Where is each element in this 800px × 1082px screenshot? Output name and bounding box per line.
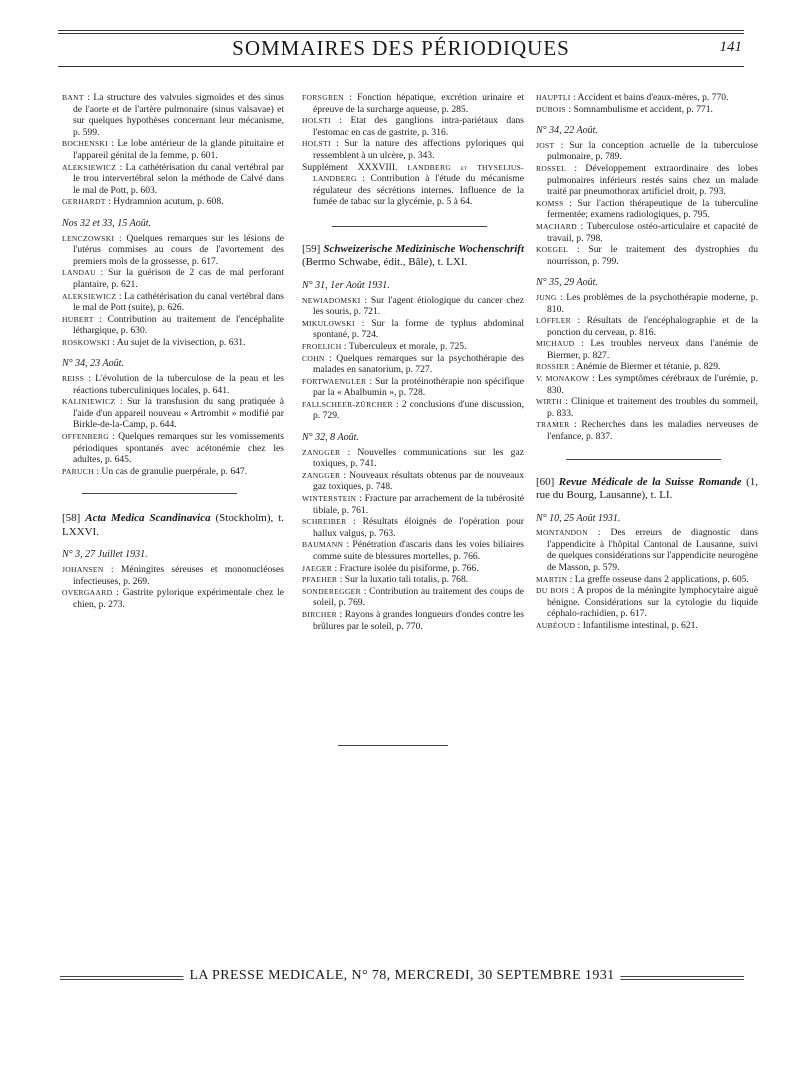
index-entry: JAEGER : Fracture isolée du pisiforme, p. 766. xyxy=(302,562,479,574)
entry-author: NEWIADOMSKI xyxy=(302,295,361,305)
index-entry: DU BOIS : A propos de la méningite lymphocytaire aiguë bénigne. Considérations sur la cytologie du liquide céphalo-rachidien, p. 617. xyxy=(536,585,758,620)
index-entry: JOHANSEN : Méningites séreuses et mononucléoses infectieuses, p. 269. xyxy=(62,564,285,587)
entry-author: SONDEREGGER xyxy=(302,586,361,596)
index-entry: HOLSTI : Etat des ganglions intra-pariétaux dans l'estomac en cas de gastrite, p. 316. xyxy=(302,115,524,138)
entry-text: Pénétration d'ascaris dans les voies biliaires comme suite de blessures mortelles, p. 766. xyxy=(313,539,524,562)
entry-text: Clinique et traitement des troubles du sommeil, p. 833. xyxy=(547,396,759,419)
entry-author: KOEGEL xyxy=(536,245,569,255)
entry-text: Sur la luxatio tali totalis, p. 768. xyxy=(344,574,469,586)
entry-text: Hydramnion acutum, p. 608. xyxy=(113,196,224,208)
index-entry: ROSSIER : Anémie de Biermer et tétanie, p. 829. xyxy=(536,361,721,373)
entry-text: L'évolution de la tuberculose de la peau et les réactions tuberculiniques locales, p. 641. xyxy=(73,373,284,396)
index-entry: BAUMANN : Pénétration d'ascaris dans les voies biliaires comme suite de blessures mortelles, p. 766. xyxy=(302,539,524,562)
index-entry: MONTANDON : Des erreurs de diagnostic dans l'appendicite à l'hôpital Cantonal de Lausanne, suivi de quelques considérations sur l'appendicite neurogène de Masson, p. 579. xyxy=(536,527,758,573)
issue-heading: N° 3, 27 Juillet 1931. xyxy=(62,549,148,561)
entry-text: Quelques remarques sur les lésions de l'utérus commises au cours de l'avortement des premiers mois de la grossesse, p. 617. xyxy=(73,232,284,267)
index-entry: PARUCH : Un cas de granulie puerpérale, p. 647. xyxy=(62,465,248,477)
entry-text: Les problèmes de la psychothérapie moderne, p. 810. xyxy=(547,291,758,315)
index-entry: LÖFFLER : Résultats de l'encéphalographie et de la ponction du cerveau, p. 816. xyxy=(536,315,758,338)
page-footer xyxy=(60,968,744,986)
entry-text: Sur la conception actuelle de la tuberculose pulmonaire, p. 789. xyxy=(547,139,758,163)
index-entry: HAUPTLI : Accident et bains d'eaux-mères, p. 770. xyxy=(536,92,729,103)
section-divider xyxy=(82,493,237,494)
entry-author: OFFENBERG xyxy=(62,432,110,442)
index-entry: MARTIN : La greffe osseuse dans 2 applications, p. 605. xyxy=(536,573,749,585)
entry-author: ALEKSIEWICZ xyxy=(62,291,117,301)
entry-text: La cathétérisation du canal vertébral par le trou intervertébral selon la méthode de Calvé dans le mal de Pott, p. 603. xyxy=(73,161,284,196)
journal-details: (Bermo Schwabe, édit., Bâle), t. LXI. xyxy=(302,256,468,269)
entry-author: JUNG xyxy=(536,292,557,302)
index-entry: WIRTH : Clinique et traitement des troubles du sommeil, p. 833. xyxy=(536,396,759,419)
index-entry: MACHARD : Tuberculose ostéo-articulaire et capacité de travail, p. 798. xyxy=(536,220,758,244)
top-rule-2 xyxy=(58,33,744,34)
entry-author: KALINIEWICZ xyxy=(62,397,116,407)
issue-heading: N° 32, 8 Août. xyxy=(302,432,359,444)
index-entry: ALEKSIEWICZ : La cathétérisation du canal vertébral dans le mal de Pott (suite), p. 626. xyxy=(62,290,284,314)
entry-list xyxy=(302,295,524,423)
index-entry: ROSKOWSKI : Au sujet de la vivisection, p. 631. xyxy=(62,336,246,348)
entry-list xyxy=(62,373,284,477)
index-entry: SCHREIBER : Résultats éloignés de l'opération pour hallux valgus, p. 763. xyxy=(302,516,524,539)
journal-name: Acta Medica Scandinavica xyxy=(85,512,211,525)
entry-text: Sur la transfusion du sang pratiquée à l'aide d'un appareil nouveau « Artrombit » modifié par Birkle-de-la-Camp, p. 644. xyxy=(73,396,284,431)
entry-text: Rayons à grandes longueurs d'ondes contre les brûlures par le soleil, p. 770. xyxy=(313,608,524,632)
entry-author: ZANGGER xyxy=(302,470,341,480)
entry-author: PARUCH xyxy=(62,466,94,476)
top-rule xyxy=(58,30,744,31)
issue-heading: N° 34, 23 Août. xyxy=(62,358,124,370)
entry-text: Somnambulisme et accident, p. 771. xyxy=(573,103,713,115)
entry-text: Sur la forme de typhus abdominal spontané, p. 724. xyxy=(313,317,524,341)
journal-name: Revue Médicale de la Suisse Romande xyxy=(558,475,742,488)
entry-author: LANDBERG et THYSELIUS-LANDBERG xyxy=(313,162,524,184)
entry-text: Infantilisme intestinal, p. 621. xyxy=(582,619,698,631)
entry-author: ALEKSIEWICZ xyxy=(62,162,117,172)
index-entry: MIKULOWSKI : Sur la forme de typhus abdominal spontané, p. 724. xyxy=(302,317,524,341)
entry-text: Fracture isolée du pisiforme, p. 766. xyxy=(339,562,479,574)
entry-author: OVERGAARD xyxy=(62,588,113,598)
index-entry: BOCHENSKI : Le lobe antérieur de la glande pituitaire et l'appareil génital de la femme, p. 601. xyxy=(62,138,284,161)
entry-author: MACHARD xyxy=(536,221,577,231)
page-title: SOMMAIRES DES PÉRIODIQUES xyxy=(232,36,570,60)
entry-text: Fracture par arrachement de la tubérosité tibiale, p. 761. xyxy=(313,493,525,516)
entry-text: Résultats de l'encéphalographie et de la ponction du cerveau, p. 816. xyxy=(547,315,758,338)
entry-text: Nouvelles communications sur les gaz toxiques, p. 741. xyxy=(313,446,524,470)
index-entry: LANDAU : Sur la guérison de 2 cas de mal perforant plantaire, p. 621. xyxy=(62,267,284,290)
entry-list xyxy=(536,140,758,268)
entry-author: MIKULOWSKI xyxy=(302,318,355,328)
entry-author: DUBOIS xyxy=(536,104,567,114)
entry-author: AUBÉOUD xyxy=(536,620,576,630)
entry-author: HOLSTI xyxy=(302,116,331,126)
index-entry: AUBÉOUD : Infantilisme intestinal, p. 621. xyxy=(536,619,698,631)
index-entry: OFFENBERG : Quelques remarques sur les vomissements périodiques spontanés avec acétonémie chez les adultes, p. 645. xyxy=(62,431,284,466)
index-entry: JOST : Sur la conception actuelle de la tuberculose pulmonaire, p. 789. xyxy=(536,139,758,163)
entry-author: JAEGER xyxy=(302,563,333,573)
entry-author: DU BOIS xyxy=(536,586,569,596)
entry-text: La greffe osseuse dans 2 applications, p. 605. xyxy=(574,573,749,585)
journal-number: [58] xyxy=(62,512,81,525)
index-entry: ALEKSIEWICZ : La cathétérisation du canal vertébral par le trou intervertébral selon la méthode de Calvé dans le mal de Pott, p. 603. xyxy=(62,161,284,196)
index-entry: ZANGGER : Nouvelles communications sur les gaz toxiques, p. 741. xyxy=(302,446,524,470)
column-1 xyxy=(62,92,284,610)
journal-details: (Stockholm), t. LXXVI. xyxy=(62,512,284,538)
entry-author: HAUPTLI xyxy=(536,93,571,102)
section-divider xyxy=(566,459,721,460)
entry-author: JOST xyxy=(536,140,555,150)
entry-text: Quelques remarques sur la psychothérapie des malades en sanatorium, p. 727. xyxy=(313,352,524,376)
entry-author: TRAMER xyxy=(536,420,570,430)
entry-author: FROELICH xyxy=(302,341,342,351)
index-entry: V. MONAKOW : Les symptômes cérébraux de l'urémie, p. 830. xyxy=(536,373,759,396)
entry-author: COHN xyxy=(302,353,325,363)
entry-author: FORTWAENGLER xyxy=(302,376,367,386)
index-entry: BANT : La structure des valvules sigmoïdes et des sinus de l'aorte et de l'artère pulmonaire (sinus valsavae) et sur quelques hypothèses concernant leur mécanisme, p. 599. xyxy=(62,92,284,138)
entry-text: Résultats éloignés de l'opération pour hallux valgus, p. 763. xyxy=(313,516,524,539)
index-entry: COHN : Quelques remarques sur la psychothérapie des malades en sanatorium, p. 727. xyxy=(302,352,524,376)
journal-name: Schweizerische Medizinische Wochenschrift xyxy=(323,242,524,255)
entry-text: Fonction hépatique, excrétion urinaire et épreuve de la surcharge aqueuse, p. 285. xyxy=(313,92,524,115)
index-entry: NEWIADOMSKI : Sur l'agent étiologique du cancer chez les souris, p. 721. xyxy=(302,294,524,318)
column-end-rule xyxy=(338,745,448,746)
entry-author: MONTANDON xyxy=(536,528,588,538)
index-entry: JUNG : Les problèmes de la psychothérapie moderne, p. 810. xyxy=(536,291,758,315)
index-entry: KOEGEL : Sur le traitement des dystrophies du nourrisson, p. 799. xyxy=(536,244,758,267)
entry-text: Etat des ganglions intra-pariétaux dans l'estomac en cas de gastrite, p. 316. xyxy=(313,115,524,138)
entry-text: Gastrite pylorique expérimentale chez le chien, p. 273. xyxy=(73,587,284,610)
entry-text: Méningites séreuses et mononucléoses infectieuses, p. 269. xyxy=(73,564,285,587)
entry-author: MARTIN xyxy=(536,574,568,584)
entry-author: ROSSEL xyxy=(536,163,567,173)
entry-author: WINTERSTEIN xyxy=(302,494,357,504)
entry-list xyxy=(62,92,284,208)
index-entry: HOLSTI : Sur la nature des affections pyloriques qui ressemblent à un ulcère, p. 343. xyxy=(302,138,525,161)
entry-text: A propos de la méningite lymphocytaire aiguë bénigne. Considérations sur la cytologie du liquide céphalo-rachidien, p. 617. xyxy=(547,585,758,620)
entry-author: SCHREIBER xyxy=(302,517,347,527)
journal-details: (1, rue du Bourg, Lausanne), t. LI. xyxy=(536,475,758,502)
footer-text: LA PRESSE MEDICALE, N° 78, MERCREDI, 30 SEPTEMBRE 1931 xyxy=(183,968,620,984)
entry-author: BAUMANN xyxy=(302,540,344,550)
entry-text: Sur la guérison de 2 cas de mal perforant plantaire, p. 621. xyxy=(73,267,284,290)
index-entry: GERHARDT : Hydramnion acutum, p. 608. xyxy=(62,196,224,208)
page-number: 141 xyxy=(719,39,742,55)
index-entry: WINTERSTEIN : Fracture par arrachement de la tubérosité tibiale, p. 761. xyxy=(302,493,525,516)
entry-author: REISS xyxy=(62,374,85,384)
index-entry: OVERGAARD : Gastrite pylorique expérimentale chez le chien, p. 273. xyxy=(62,587,284,610)
journal-heading xyxy=(62,512,284,539)
entry-text: Tuberculose ostéo-articulaire et capacité de travail, p. 798. xyxy=(547,220,758,244)
index-entry: HUBERT : Contribution au traitement de l'encéphalite léthargique, p. 630. xyxy=(62,313,285,337)
entry-text: La cathétérisation du canal vertébral dans le mal de Pott (suite), p. 626. xyxy=(73,290,284,314)
index-entry: KALINIEWICZ : Sur la transfusion du sang pratiquée à l'aide d'un appareil nouveau « Artrombit » modifié par Birkle-de-la-Camp, p. 644. xyxy=(62,396,284,431)
entry-list xyxy=(536,292,758,443)
entry-text: Sur le traitement des dystrophies du nourrisson, p. 799. xyxy=(547,244,758,267)
entry-text: Le lobe antérieur de la glande pituitaire et l'appareil génital de la femme, p. 601. xyxy=(73,138,284,161)
index-entry: ROSSEL : Développement extraordinaire des lobes pulmonaires inférieurs restés sains chez un malade traité par pneumothorax artificiel droit, p. 793. xyxy=(536,162,758,198)
entry-list xyxy=(536,527,758,631)
entry-list xyxy=(62,564,284,610)
index-entry: PFAEHER : Sur la luxatio tali totalis, p. 768. xyxy=(302,574,469,586)
index-entry: BIRCHER : Rayons à grandes longueurs d'ondes contre les brûlures par le soleil, p. 770. xyxy=(302,608,524,632)
entry-author: MICHAUD xyxy=(536,339,575,349)
supplement-entry: Supplément XXXVIII. LANDBERG et THYSELIUS-LANDBERG : Contribution à l'étude du mécanisme régulateur des sécrétions internes. Influence de la fumée de tabac sur la glycémie, p. 5 à 64. xyxy=(302,161,524,208)
entry-author: ROSSIER xyxy=(536,362,570,372)
issue-heading: N° 10, 25 Août 1931. xyxy=(536,512,621,524)
entry-author: BOCHENSKI xyxy=(62,139,109,149)
index-entry: SONDEREGGER : Contribution au traitement des coups de soleil, p. 769. xyxy=(302,585,525,609)
entry-author: HOLSTI xyxy=(302,139,331,149)
journal-number: [60] xyxy=(536,475,555,488)
index-entry: MICHAUD : Les troubles nerveux dans l'anémie de Biermer, p. 827. xyxy=(536,338,758,361)
entry-text: La structure des valvules sigmoïdes et des sinus de l'aorte et de l'artère pulmonaire (sinus valsavae) et sur quelques hypothèses concernant leur mécanisme, p. 599. xyxy=(73,92,284,138)
entry-author: JOHANSEN xyxy=(62,565,104,574)
issue-heading: N° 35, 29 Août. xyxy=(536,277,598,289)
journal-heading xyxy=(536,476,758,503)
entry-text: Des erreurs de diagnostic dans l'appendicite à l'hôpital Cantonal de Lausanne, suivi de quelques considérations sur l'appendicite neurogène de Masson, p. 579. xyxy=(547,527,758,573)
index-entry: REISS : L'évolution de la tuberculose de la peau et les réactions tuberculiniques locales, p. 641. xyxy=(62,373,284,396)
index-entry: FALLSCHEER-ZÜRCHER : 2 conclusions d'une discussion, p. 729. xyxy=(302,398,525,422)
entry-list xyxy=(302,447,524,633)
entry-text: Développement extraordinaire des lobes pulmonaires inférieurs restés sains chez un malade traité par pneumothorax artificiel droit, p. 793. xyxy=(547,162,758,198)
issue-heading: N° 34, 22 Août. xyxy=(536,125,598,137)
entry-author: PFAEHER xyxy=(302,575,338,585)
entry-list xyxy=(302,92,524,162)
index-entry: LENCZOWSKI : Quelques remarques sur les lésions de l'utérus commises au cours de l'avortement des premiers mois de la grossesse, p. 617. xyxy=(62,232,284,267)
index-entry: FORSGREN : Fonction hépatique, excrétion urinaire et épreuve de la surcharge aqueuse, p. 285. xyxy=(302,92,524,115)
entry-list xyxy=(62,233,284,349)
index-entry: FORTWAENGLER : Sur la protéinothérapie non spécifique par la « Abalbumin », p. 728. xyxy=(302,375,524,399)
entry-text: Quelques remarques sur les vomissements périodiques spontanés avec acétonémie chez les adultes, p. 645. xyxy=(73,431,284,466)
entry-author: LENCZOWSKI xyxy=(62,233,115,243)
supplement-label: Supplément XXXVIII. xyxy=(302,161,398,173)
entry-author: GERHARDT xyxy=(62,197,106,207)
entry-text: Contribution au traitement de l'encéphalite léthargique, p. 630. xyxy=(73,313,285,337)
entry-text: Sur la protéinothérapie non spécifique par la « Abalbumin », p. 728. xyxy=(313,375,524,399)
entry-author: V. MONAKOW xyxy=(536,374,590,384)
entry-author: FALLSCHEER-ZÜRCHER xyxy=(302,399,393,409)
entry-text: Un cas de granulie puerpérale, p. 647. xyxy=(101,465,248,477)
entry-text: Accident et bains d'eaux-mères, p. 770. xyxy=(577,92,729,103)
entry-text: Recherches dans les maladies nerveuses de l'enfance, p. 837. xyxy=(547,419,758,443)
entry-text: Au sujet de la vivisection, p. 631. xyxy=(116,336,246,348)
issue-heading: N° 31, 1er Août 1931. xyxy=(302,279,390,291)
entry-text: Sur l'agent étiologique du cancer chez les souris, p. 721. xyxy=(313,294,524,318)
index-entry: DUBOIS : Somnambulisme et accident, p. 771. xyxy=(536,103,713,115)
journal-heading xyxy=(302,243,524,270)
index-entry: ZANGGER : Nouveaux résultats obtenus par de nouveaux gaz toxiques, p. 748. xyxy=(302,469,525,493)
issue-heading: Nos 32 et 33, 15 Août. xyxy=(62,217,151,229)
index-entry: TRAMER : Recherches dans les maladies nerveuses de l'enfance, p. 837. xyxy=(536,419,758,443)
entry-author: ZANGGER xyxy=(302,447,341,457)
page-header xyxy=(58,36,744,62)
entry-text: Tuberculeux et morale, p. 725. xyxy=(348,340,467,352)
column-2 xyxy=(302,92,524,632)
entry-author: BIRCHER xyxy=(302,609,338,619)
entry-author: KOMSS xyxy=(536,198,564,208)
entry-author: BANT xyxy=(62,93,84,102)
entry-author: HUBERT xyxy=(62,314,94,324)
entry-author: FORSGREN xyxy=(302,93,345,102)
entry-list xyxy=(536,92,758,115)
entry-text: Anémie de Biermer et tétanie, p. 829. xyxy=(576,361,721,373)
entry-text: Nouveaux résultats obtenus par de nouveaux gaz toxiques, p. 748. xyxy=(313,469,525,493)
entry-text: Sur l'action thérapeutique de la tuberculine fermentée; examens radiologiques, p. 795. xyxy=(547,197,758,221)
entry-text: Contribution à l'étude du mécanisme régulateur des sécrétions internes. Influence de la fumée de tabac sur la glycémie, p. 5 à 64. xyxy=(313,173,524,208)
entry-text: Sur la nature des affections pyloriques qui ressemblent à un ulcère, p. 343. xyxy=(313,138,525,161)
section-divider xyxy=(332,226,487,227)
entry-text: Les troubles nerveux dans l'anémie de Biermer, p. 827. xyxy=(547,338,758,361)
journal-number: [59] xyxy=(302,242,321,255)
header-underline xyxy=(58,66,744,67)
entry-author: WIRTH xyxy=(536,397,562,407)
entry-author: LANDAU xyxy=(62,268,96,278)
entry-text: 2 conclusions d'une discussion, p. 729. xyxy=(313,398,525,422)
index-entry: FROELICH : Tuberculeux et morale, p. 725. xyxy=(302,340,467,352)
entry-author: ROSKOWSKI xyxy=(62,337,110,347)
index-entry: KOMSS : Sur l'action thérapeutique de la tuberculine fermentée; examens radiologiques, p. 795. xyxy=(536,197,758,221)
column-3 xyxy=(536,92,758,632)
entry-text: Contribution au traitement des coups de soleil, p. 769. xyxy=(313,585,525,609)
entry-text: Les symptômes cérébraux de l'urémie, p. 830. xyxy=(547,373,759,396)
entry-author: LÖFFLER xyxy=(536,316,572,326)
